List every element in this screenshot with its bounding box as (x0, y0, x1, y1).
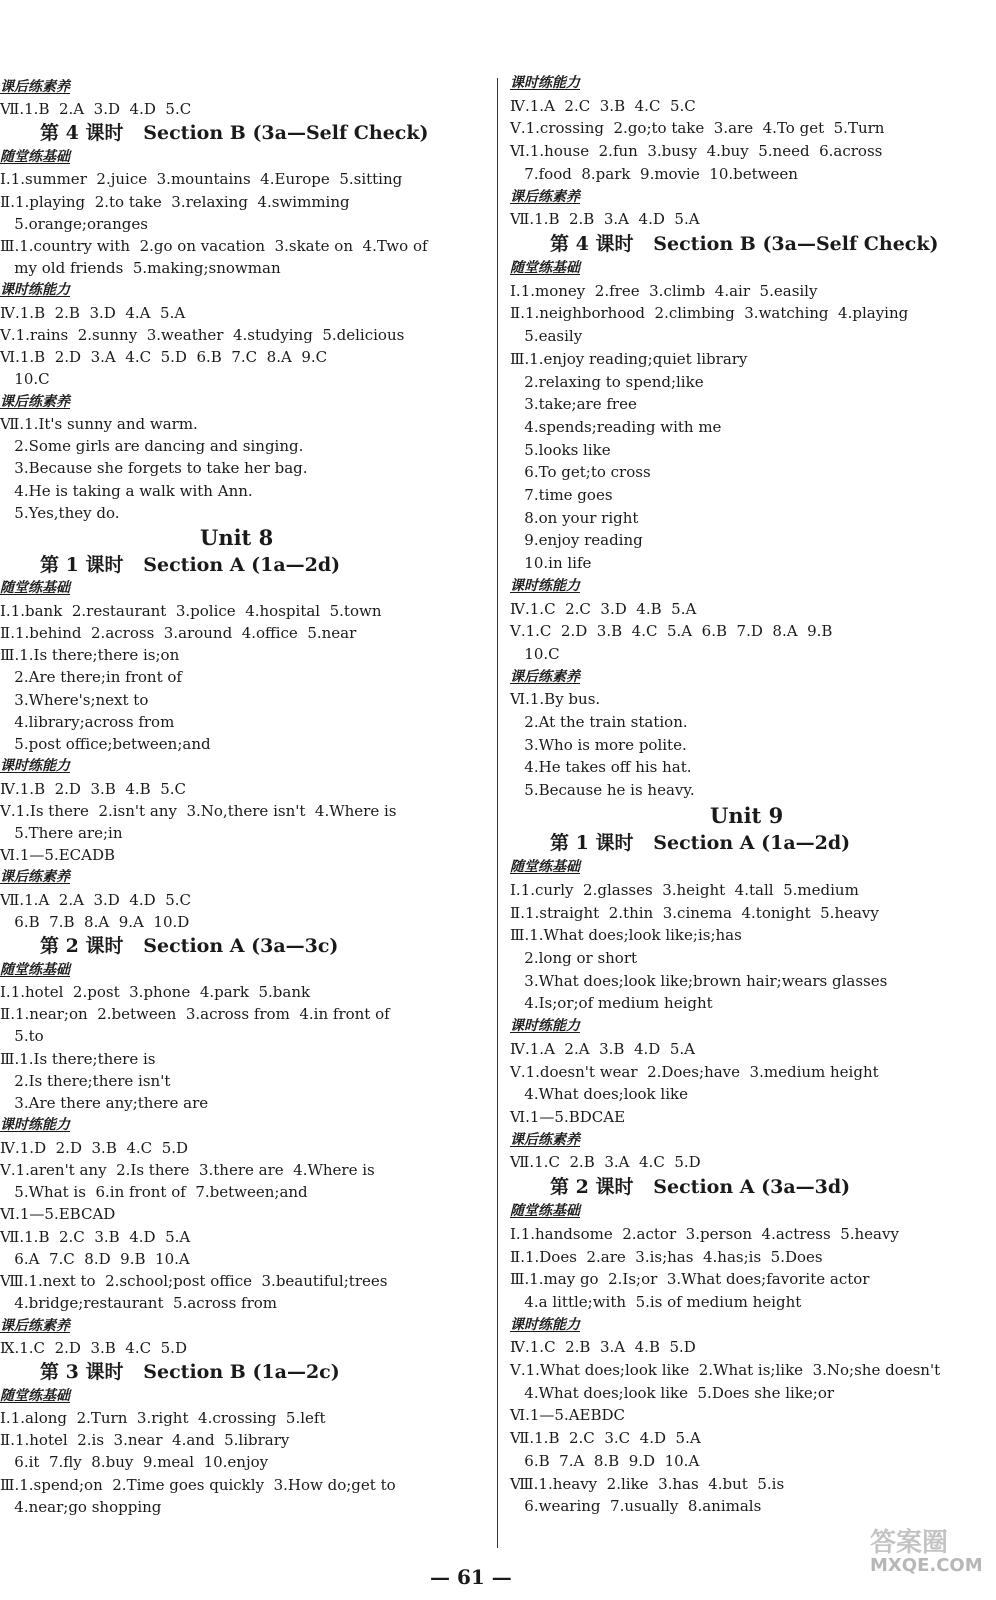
answer-line: 4.bridge;restaurant 5.across from (0, 1294, 278, 1313)
answer-line: Ⅲ.1.enjoy reading;quiet library (510, 349, 748, 368)
answer-line: 3.Are there any;there are (0, 1094, 209, 1113)
answer-line: 5.looks like (510, 440, 611, 459)
answer-line: Ⅸ.1.C 2.D 3.B 4.C 5.D (0, 1338, 187, 1357)
answer-line: 5.Because he is heavy. (510, 781, 695, 800)
answer-line: 3.Where's;next to (0, 690, 149, 709)
section-label: 课时练能力 (0, 282, 70, 299)
section-label: 课时练能力 (510, 75, 580, 91)
answer-line: Ⅵ.1.By bus. (510, 690, 601, 709)
answer-line: 6.B 7.A 8.B 9.D 10.A (510, 1451, 700, 1470)
answer-line: 3.Who is more polite. (510, 735, 687, 754)
answer-line: 10.C (510, 644, 560, 663)
section-label: 随堂练基础 (0, 149, 70, 166)
answer-line: Ⅶ.1.B 2.C 3.B 4.D 5.A (0, 1227, 191, 1246)
answer-line: 5.easily (510, 327, 583, 346)
answer-line: Ⅱ.1.near;on 2.between 3.across from 4.in front of (0, 1005, 390, 1024)
answer-line: 10.in life (510, 554, 592, 573)
answer-line: Ⅰ.1.handsome 2.actor 3.person 4.actress 5.heavy (510, 1224, 899, 1243)
answer-line: 9.enjoy reading (510, 531, 643, 550)
answer-line: Ⅲ.1.country with 2.go on vacation 3.skate on 4.Two of (0, 236, 428, 255)
answer-line: Ⅳ.1.C 2.C 3.D 4.B 5.A (510, 599, 697, 618)
answer-line: 10.C (0, 370, 50, 389)
answer-line: Ⅶ.1.C 2.B 3.A 4.C 5.D (510, 1153, 701, 1172)
answer-line: Ⅱ.1.playing 2.to take 3.relaxing 4.swimming (0, 192, 350, 211)
answer-line: Ⅵ.1.B 2.D 3.A 4.C 5.D 6.B 7.C 8.A 9.C (0, 348, 328, 367)
answer-line: Ⅳ.1.D 2.D 3.B 4.C 5.D (0, 1138, 189, 1157)
answer-line: Ⅴ.1.doesn't wear 2.Does;have 3.medium height (510, 1062, 879, 1081)
answer-line: 7.food 8.park 9.movie 10.between (510, 164, 798, 183)
answer-line: 2.long or short (510, 949, 638, 968)
answer-line: 4.a little;with 5.is of medium height (510, 1292, 802, 1311)
answer-line: Ⅰ.1.along 2.Turn 3.right 4.crossing 5.left (0, 1408, 326, 1427)
answer-line: 4.What does;look like 5.Does she like;or (510, 1383, 835, 1402)
section-label: 随堂练基础 (510, 260, 580, 276)
answer-line: Ⅳ.1.B 2.B 3.D 4.A 5.A (0, 303, 186, 322)
section-label: 课后练素养 (510, 1131, 580, 1148)
answer-line: Ⅰ.1.summer 2.juice 3.mountains 4.Europe 5.sitting (0, 170, 403, 189)
answer-line: 4.Is;or;of medium height (510, 994, 713, 1013)
answer-line: my old friends 5.making;snowman (0, 259, 281, 278)
answer-line: Ⅲ.1.What does;look like;is;has (510, 926, 742, 945)
answer-line: Ⅰ.1.bank 2.restaurant 3.police 4.hospital 5.town (0, 601, 382, 620)
answer-line: Ⅰ.1.money 2.free 3.climb 4.air 5.easily (510, 281, 818, 300)
answer-line: Ⅲ.1.Is there;there is;on (0, 646, 180, 665)
watermark-url: MXQE.COM (870, 1555, 983, 1576)
answer-line: 6.wearing 7.usually 8.animals (510, 1497, 762, 1516)
answer-line: 2.At the train station. (510, 713, 688, 731)
section-label: 课后练素养 (0, 79, 70, 95)
section-label: 课后练素养 (0, 393, 70, 410)
answer-line: Ⅳ.1.A 2.A 3.B 4.D 5.A (510, 1039, 696, 1058)
answer-line: Ⅶ.1.B 2.B 3.A 4.D 5.A (510, 210, 700, 229)
answer-line: Ⅱ.1.neighborhood 2.climbing 3.watching 4.playing (510, 304, 909, 323)
answer-line: 4.spends;reading with me (510, 417, 722, 436)
column-divider (497, 78, 498, 1548)
unit-title: Unit 9 (710, 802, 784, 828)
answer-line: 6.To get;to cross (510, 463, 651, 482)
answer-line: 4.He takes off his hat. (510, 758, 692, 777)
page-number: — 61 — (430, 1565, 512, 1589)
lesson-heading: 第 1 课时 Section A (1a—2d) (40, 553, 341, 576)
answer-line: Ⅱ.1.Does 2.are 3.is;has 4.has;is 5.Does (510, 1247, 823, 1266)
answer-line: 3.What does;look like;brown hair;wears glasses (510, 971, 888, 990)
answer-line: Ⅷ.1.next to 2.school;post office 3.beautiful;trees (0, 1272, 388, 1291)
answer-line: Ⅵ.1—5.BDCAE (510, 1107, 626, 1126)
answer-line: Ⅷ.1.heavy 2.like 3.has 4.but 5.is (510, 1474, 785, 1493)
answer-line: Ⅴ.1.rains 2.sunny 3.weather 4.studying 5.delicious (0, 325, 405, 344)
answer-line: 2.Is there;there isn't (0, 1071, 171, 1090)
section-label: 课后练素养 (510, 188, 580, 205)
answer-line: Ⅱ.1.straight 2.thin 3.cinema 4.tonight 5.heavy (510, 903, 879, 922)
answer-line: 5.to (0, 1027, 44, 1046)
section-label: 随堂练基础 (510, 859, 580, 876)
section-label: 课时练能力 (510, 1018, 580, 1035)
answer-line: 5.What is 6.in front of 7.between;and (0, 1183, 308, 1202)
answer-line: 8.on your right (510, 508, 639, 527)
lesson-heading: 第 3 课时 Section B (1a—2c) (40, 1361, 340, 1383)
section-label: 随堂练基础 (0, 580, 70, 597)
answer-line: 4.near;go shopping (0, 1497, 162, 1516)
answer-line: Ⅴ.1.C 2.D 3.B 4.C 5.A 6.B 7.D 8.A 9.B (510, 622, 833, 641)
answer-line: Ⅴ.1.What does;look like 2.What is;like 3.No;she doesn't (510, 1361, 941, 1380)
answer-line: 3.take;are free (510, 395, 637, 414)
lesson-heading: 第 2 课时 Section A (3a—3c) (40, 935, 339, 958)
answer-line: Ⅴ.1.crossing 2.go;to take 3.are 4.To get 5.Turn (510, 119, 885, 138)
answer-line: Ⅵ.1.house 2.fun 3.busy 4.buy 5.need 6.across (510, 142, 883, 161)
answer-line: 5.There are;in (0, 824, 123, 842)
lesson-heading: 第 4 课时 Section B (3a—Self Check) (550, 232, 939, 255)
answer-line: 2.Some girls are dancing and singing. (0, 437, 304, 456)
answer-line: Ⅱ.1.hotel 2.is 3.near 4.and 5.library (0, 1431, 290, 1450)
section-label: 课时练能力 (0, 758, 70, 775)
answer-line: 5.orange;oranges (0, 214, 148, 233)
answer-line: Ⅵ.1—5.ECADB (0, 846, 116, 865)
section-label: 随堂练基础 (0, 1387, 70, 1404)
answer-line: 7.time goes (510, 486, 613, 504)
lesson-heading: 第 4 课时 Section B (3a—Self Check) (40, 122, 429, 145)
answer-line: Ⅴ.1.aren't any 2.Is there 3.there are 4.Where is (0, 1160, 375, 1179)
answer-line: Ⅲ.1.spend;on 2.Time goes quickly 3.How do;get to (0, 1475, 396, 1494)
answer-line: Ⅲ.1.may go 2.Is;or 3.What does;favorite actor (510, 1270, 870, 1289)
answer-line: 2.Are there;in front of (0, 668, 182, 687)
answer-line: 6.B 7.B 8.A 9.A 10.D (0, 912, 190, 931)
answer-line: Ⅱ.1.behind 2.across 3.around 4.office 5.near (0, 623, 357, 642)
unit-title: Unit 8 (200, 525, 274, 551)
section-label: 课时练能力 (510, 1316, 580, 1333)
section-label: 课后练素养 (0, 1317, 70, 1334)
watermark-logo: 答案圈 (870, 1528, 949, 1558)
answer-line: Ⅳ.1.C 2.B 3.A 4.B 5.D (510, 1338, 696, 1357)
answer-line: Ⅶ.1.It's sunny and warm. (0, 414, 198, 433)
answer-line: Ⅳ.1.B 2.D 3.B 4.B 5.C (0, 779, 187, 798)
lesson-heading: 第 2 课时 Section A (3a—3d) (550, 1176, 851, 1199)
answer-line: Ⅶ.1.A 2.A 3.D 4.D 5.C (0, 890, 192, 909)
answer-line: 4.library;across from (0, 712, 175, 731)
answer-line: Ⅲ.1.Is there;there is (0, 1049, 156, 1068)
answer-line: 3.Because she forgets to take her bag. (0, 459, 308, 478)
lesson-heading: 第 1 课时 Section A (1a—2d) (550, 832, 851, 855)
answer-line: Ⅰ.1.hotel 2.post 3.phone 4.park 5.bank (0, 983, 311, 1001)
answer-line: Ⅶ.1.B 2.C 3.C 4.D 5.A (510, 1429, 701, 1448)
section-label: 随堂练基础 (0, 961, 70, 978)
answer-line: 5.Yes,they do. (0, 503, 120, 522)
answer-line: 5.post office;between;and (0, 735, 211, 754)
section-label: 课后练素养 (0, 869, 70, 886)
section-label: 随堂练基础 (510, 1203, 580, 1220)
answer-line: Ⅰ.1.curly 2.glasses 3.height 4.tall 5.medium (510, 880, 859, 899)
answer-line: 4.What does;look like (510, 1085, 688, 1104)
answer-line: Ⅴ.1.Is there 2.isn't any 3.No,there isn't 4.Where is (0, 801, 397, 820)
answer-line: 6.A 7.C 8.D 9.B 10.A (0, 1249, 190, 1268)
answer-line: Ⅳ.1.A 2.C 3.B 4.C 5.C (510, 96, 696, 115)
section-label: 课后练素养 (510, 668, 580, 685)
answer-line: 2.relaxing to spend;like (510, 372, 704, 391)
answer-line: Ⅵ.1—5.EBCAD (0, 1205, 116, 1224)
answer-line: Ⅶ.1.B 2.A 3.D 4.D 5.C (0, 100, 192, 119)
section-label: 课时练能力 (0, 1117, 70, 1134)
answer-line: 4.He is taking a walk with Ann. (0, 481, 253, 500)
answer-line: 6.it 7.fly 8.buy 9.meal 10.enjoy (0, 1453, 269, 1472)
answer-line: Ⅵ.1—5.AEBDC (510, 1406, 626, 1425)
section-label: 课时练能力 (510, 577, 580, 594)
